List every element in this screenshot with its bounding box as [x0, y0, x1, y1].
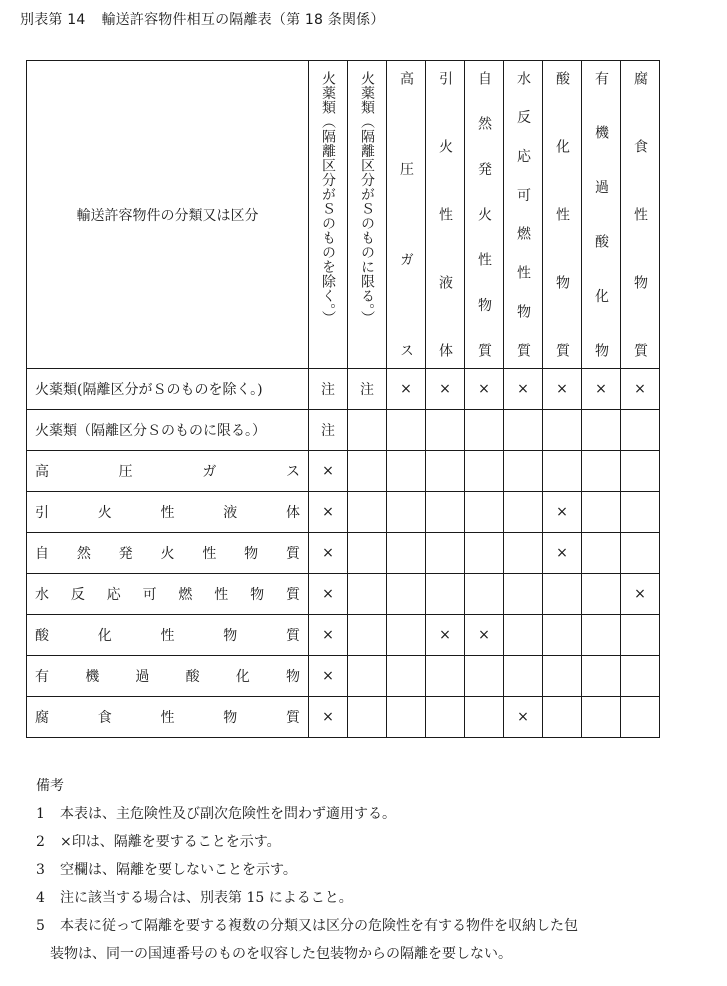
table-cell: [543, 574, 582, 615]
table-cell: [348, 615, 387, 656]
table-cell: ×: [582, 369, 621, 410]
table-cell: ×: [543, 533, 582, 574]
table-cell: ×: [309, 574, 348, 615]
table-cell: [582, 574, 621, 615]
note-number: 4: [36, 890, 45, 906]
table-cell: [387, 656, 426, 697]
table-cell: [387, 615, 426, 656]
table-cell: ×: [426, 369, 465, 410]
note-text: 本表は、主危険性及び副次危険性を問わず適用する。: [60, 806, 396, 822]
table-cell: [387, 533, 426, 574]
table-cell: ×: [543, 492, 582, 533]
column-header-6: [504, 61, 543, 369]
table-cell: 注: [309, 410, 348, 451]
table-cell: ×: [309, 615, 348, 656]
note-number: 3: [36, 862, 45, 878]
column-header-label: 酸化性物質: [554, 71, 570, 357]
table-cell: [426, 656, 465, 697]
table-cell: [387, 574, 426, 615]
table-cell: [426, 533, 465, 574]
table-cell: ×: [309, 656, 348, 697]
table-cell: [504, 492, 543, 533]
table-cell: [465, 656, 504, 697]
table-cell: ×: [504, 697, 543, 738]
table-row: [27, 369, 660, 410]
table-cell: [582, 697, 621, 738]
table-cell: [504, 615, 543, 656]
column-header-9: [621, 61, 660, 369]
note-number: 2: [36, 834, 45, 850]
header-row: [27, 61, 660, 369]
table-row: [27, 574, 660, 615]
table-cell: [504, 574, 543, 615]
table-cell: [621, 656, 660, 697]
table-cell: [465, 451, 504, 492]
table-cell: [426, 451, 465, 492]
table-row: [27, 451, 660, 492]
table-cell: ×: [504, 369, 543, 410]
note-text: 空欄は、隔離を要しないことを示す。: [60, 862, 297, 878]
table-cell: [582, 451, 621, 492]
table-cell: [543, 615, 582, 656]
table-cell: [348, 656, 387, 697]
table-cell: [504, 533, 543, 574]
table-row: [27, 492, 660, 533]
table-cell: [387, 410, 426, 451]
table-cell: ×: [543, 369, 582, 410]
table-cell: ×: [465, 615, 504, 656]
row-label: 水反応可燃性物質: [27, 574, 309, 615]
column-header-label: 有機過酸化物: [593, 71, 609, 357]
table-cell: [504, 410, 543, 451]
table-cell: [582, 533, 621, 574]
table-cell: [348, 410, 387, 451]
notes-list: [36, 800, 676, 968]
note-item: [36, 828, 676, 856]
column-header-8: [582, 61, 621, 369]
table-cell: [387, 697, 426, 738]
table-cell: ×: [465, 369, 504, 410]
note-item: [36, 912, 676, 940]
column-header-label: 引火性液体: [437, 71, 453, 357]
note-text: 注に該当する場合は、別表第 15 によること。: [60, 890, 353, 906]
table-cell: [621, 533, 660, 574]
table-cell: [543, 697, 582, 738]
table-cell: [504, 451, 543, 492]
note-text: ×印は、隔離を要することを示す。: [60, 834, 281, 850]
note-number: 1: [36, 806, 45, 822]
table-body: [27, 369, 660, 738]
table-cell: [348, 574, 387, 615]
table-cell: [348, 533, 387, 574]
table-cell: ×: [309, 697, 348, 738]
row-label: 有機過酸化物: [27, 656, 309, 697]
table-cell: [582, 492, 621, 533]
table-cell: [504, 656, 543, 697]
table-cell: [543, 410, 582, 451]
table-cell: [465, 697, 504, 738]
row-label: 腐食性物質: [27, 697, 309, 738]
table-title: 輸送許容物件相互の隔離表（第 18 条関係）: [101, 12, 385, 28]
table-cell: [426, 574, 465, 615]
note-number: 5: [36, 918, 45, 934]
table-cell: 注: [309, 369, 348, 410]
row-label: 引火性液体: [27, 492, 309, 533]
column-header-label: 水反応可燃性物質: [515, 71, 531, 357]
column-header-3: [387, 61, 426, 369]
document-title: [20, 9, 385, 29]
table-row: [27, 533, 660, 574]
table-cell: [621, 410, 660, 451]
column-header-label: 火薬類（隔離区分がＳのものに限る。）: [359, 71, 375, 325]
column-header-label: 火薬類（隔離区分がＳのものを除く。）: [320, 71, 336, 325]
table-cell: [426, 697, 465, 738]
notes-section: [36, 772, 676, 968]
table-cell: [465, 492, 504, 533]
table-cell: 注: [348, 369, 387, 410]
table-cell: [621, 492, 660, 533]
column-header-label: 高圧ガス: [398, 71, 414, 357]
table-cell: ×: [309, 451, 348, 492]
note-item: [36, 884, 676, 912]
table-row: [27, 615, 660, 656]
note-item: [36, 800, 676, 828]
column-header-2: [348, 61, 387, 369]
corner-header: 輸送許容物件の分類又は区分: [27, 61, 309, 369]
table-cell: ×: [426, 615, 465, 656]
row-label: 高圧ガス: [27, 451, 309, 492]
row-label: 自然発火性物質: [27, 533, 309, 574]
table-cell: [465, 574, 504, 615]
note-item: [36, 856, 676, 884]
table-cell: [582, 410, 621, 451]
note-continuation: 装物は、同一の国連番号のものを収容した包装物からの隔離を要しない。: [50, 946, 512, 962]
table-cell: [621, 615, 660, 656]
table-cell: [426, 492, 465, 533]
table-cell: ×: [621, 574, 660, 615]
table-cell: [582, 615, 621, 656]
table-row: [27, 697, 660, 738]
table-cell: [387, 451, 426, 492]
table-cell: [582, 656, 621, 697]
table-cell: [426, 410, 465, 451]
row-label: 火薬類（隔離区分Ｓのものに限る。）: [27, 410, 309, 451]
table-row: [27, 410, 660, 451]
table-cell: [621, 451, 660, 492]
table-cell: [387, 492, 426, 533]
column-header-7: [543, 61, 582, 369]
table-cell: [348, 451, 387, 492]
row-label: 酸化性物質: [27, 615, 309, 656]
note-text: 本表に従って隔離を要する複数の分類又は区分の危険性を有する物件を収納した包: [60, 918, 578, 934]
table-cell: ×: [387, 369, 426, 410]
table-cell: ×: [621, 369, 660, 410]
table-cell: [543, 656, 582, 697]
table-number: 別表第 14: [20, 12, 86, 28]
table-cell: [543, 451, 582, 492]
table-row: [27, 656, 660, 697]
table-cell: ×: [309, 492, 348, 533]
column-header-5: [465, 61, 504, 369]
table-cell: [348, 697, 387, 738]
table-cell: [465, 410, 504, 451]
table-cell: [348, 492, 387, 533]
table-cell: [621, 697, 660, 738]
notes-heading: 備考: [36, 778, 64, 794]
column-header-label: 自然発火性物質: [476, 71, 492, 357]
table-cell: [465, 533, 504, 574]
column-header-label: 腐食性物質: [632, 71, 648, 357]
column-header-1: [309, 61, 348, 369]
separation-table: [26, 60, 660, 738]
row-label: 火薬類(隔離区分がＳのものを除く。): [27, 369, 309, 410]
column-header-4: [426, 61, 465, 369]
table-cell: ×: [309, 533, 348, 574]
